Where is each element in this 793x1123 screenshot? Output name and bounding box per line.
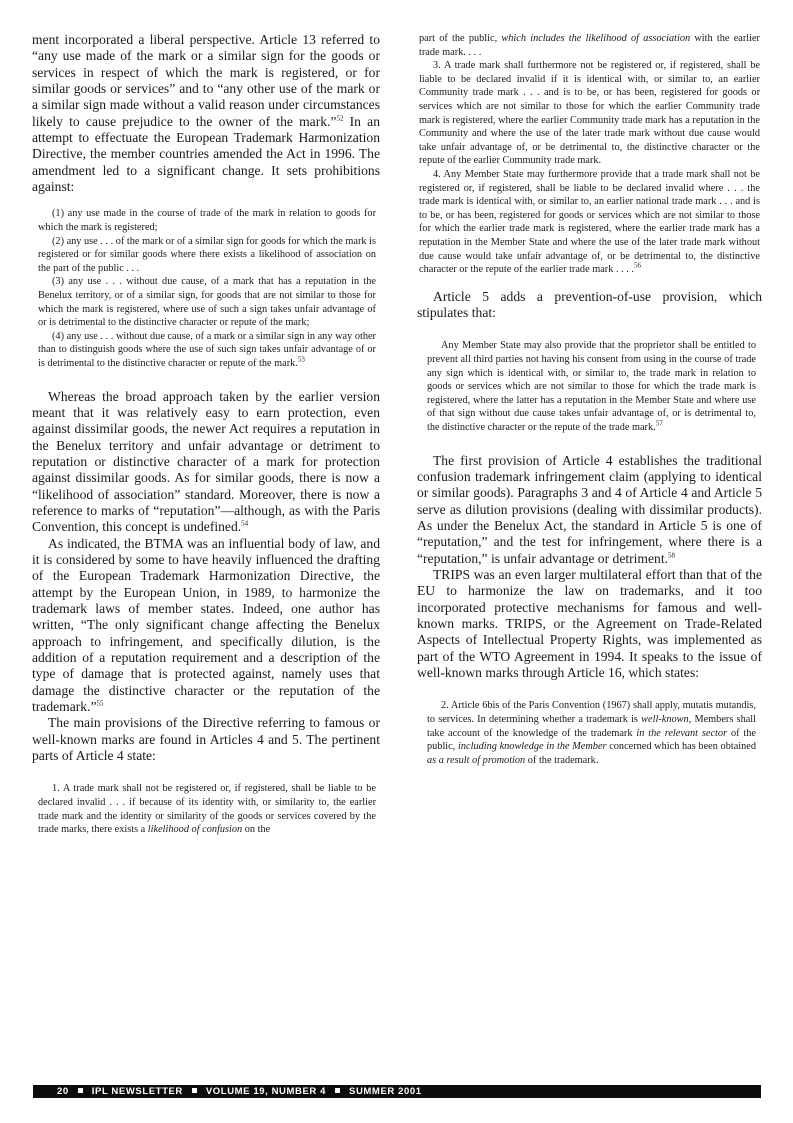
- quote-emphasis: as a result of promotion: [427, 754, 526, 766]
- page-number: 20: [57, 1086, 69, 1097]
- quote-text: of the trademark.: [525, 754, 599, 766]
- quote-text: 4. Any Member State may furthermore provide that a trade mark shall not be registered or, if registered, shall be liable to be declared invalid where . . . the trade mark is identical with, or similar to, an earlier national trade mark . . . and is to be, or has been, registered for goods or services which are not similar to those for which the earlier trade mark is registered, where the earlier trade mark has a reputation in the Member State and where the use of the later trade mark without due cause would take unfair advantage of, or be detrimental to, the distinctive character or the repute of the earlier trade mark . . . .: [419, 168, 760, 276]
- paragraph-article5: Article 5 adds a prevention-of-use provision, which stipulates that:: [417, 288, 762, 321]
- right-column: [417, 32, 762, 767]
- issue-date: SUMMER 2001: [349, 1086, 422, 1097]
- footnote-ref: 58: [668, 551, 676, 560]
- footnote-ref: 53: [297, 355, 305, 364]
- quote-item: [38, 782, 376, 836]
- paragraph-main-provisions: The main provisions of the Directive referring to famous or well-known marks are found in Articles 4 and 5. The pertinent parts of Article 4 state:: [32, 715, 380, 764]
- left-column: [32, 32, 380, 837]
- paragraph-trips: TRIPS was an even larger multilateral effort than that of the EU to harmonize the law on trademarks, and it too incorporated protective mechanisms for famous and well-known marks. TRIPS, or the Agreement on Trade-Related Aspects of Intellectual Property Rights, was implemented as part of the WTO Agreement in 1994. It speaks to the issue of well-known marks through Article 16, which states:: [417, 566, 762, 680]
- quote-text: of the public,: [427, 727, 756, 753]
- block-quote-benelux: [32, 207, 380, 370]
- quote-text: (4) any use . . . without due cause, of a mark or a similar sign in any way other than to distinguish goods where the use of such sign takes unfair advantage of or is detrimental to the distinctive character or repute of the mark.: [38, 330, 376, 369]
- block-quote-article4: [417, 32, 762, 277]
- footer-bar: [33, 1085, 761, 1098]
- quote-item: [38, 330, 376, 371]
- quote-text: 2. Article 6bis of the Paris Convention (1967) shall apply, mutatis mutandis, to services. In determining whether a trademark is: [427, 700, 756, 725]
- quote-text: , Members shall take account of the knowledge of the trademark: [427, 713, 757, 739]
- quote-emphasis: which includes the likelihood of association: [501, 33, 691, 44]
- paragraph-text: As indicated, the BTMA was an influential body of law, and it is considered by some to have heavily influenced the drafting of the European Trademark Harmonization Directive, the attempt by the European Union, in 1989, to harmonize the trademark laws of member states. Indeed, one author has written, “The only significant change affecting the Benelux approach to infringement, and specifically dilution, is the addition of a reputation requirement and a description of the type of damage that is protected against, namely uses that damage the distinctive character or the reputation of the trademark.”: [32, 535, 380, 715]
- paragraph-text: ment incorporated a liberal perspective. Article 13 referred to “any use made of the mark or a similar sign for the goods or services in respect of which the mark is registered, or for similar goods or services” and to “any other use of the mark or a similar sign made without a valid reason under circumstances likely to cause prejudice to the owner of the mark.”: [32, 32, 380, 129]
- quote-text: with the earlier trade mark. . . .: [419, 33, 760, 58]
- block-quote-article5: [417, 339, 762, 434]
- quote-item: (1) any use made in the course of trade of the mark in relation to goods for which the mark is registered;: [38, 208, 376, 234]
- quote-item: (3) any use . . . without due cause, of a mark that has a reputation in the Benelux territory, or of a similar sign, for goods that are not similar to those for which the mark is registered, where use of such a sign takes unfair advantage of or is detrimental to the distinctive character or repute of the mark;: [38, 276, 376, 329]
- paragraph-text: Whereas the broad approach taken by the earlier version meant that it was relatively easy to earn protection, even against dissimilar goods, the newer Act requires a reputation in the Benelux territory and unfair advantage or detriment to reputation or distinctive character of a mark for protection against dissimilar goods. As for similar goods, there is now a “likelihood of association” standard. Moreover, there is now a reference to marks of “reputation”—although, as with the Paris Convention, this concept is undefined.: [32, 388, 380, 535]
- paragraph-whereas: [32, 389, 380, 536]
- quote-item: [427, 699, 756, 767]
- paragraph-btma: [32, 536, 380, 716]
- separator-square-icon: [192, 1088, 197, 1093]
- quote-emphasis: well-known: [641, 713, 689, 725]
- footnote-ref: 55: [96, 699, 104, 708]
- volume-info: VOLUME 19, NUMBER 4: [205, 1086, 327, 1097]
- paragraph-first-provision: [417, 453, 762, 567]
- footnote-ref: 52: [336, 114, 344, 123]
- quote-emphasis: including knowledge in the Member: [458, 741, 607, 753]
- separator-square-icon: [78, 1088, 83, 1093]
- separator-square-icon: [335, 1088, 340, 1093]
- block-quote-trips: [417, 699, 762, 767]
- quote-text: 1. A trade mark shall not be registered or, if registered, shall be liable to be declared invalid . . . if because of its identity with, or similarity to, the earlier trade mark and the identity or similarity of the goods or services covered by the trade marks, there exists a: [38, 783, 376, 836]
- quote-item: [427, 339, 756, 434]
- quote-text: Any Member State may also provide that the proprietor shall be entitled to prevent all third parties not having his consent from using in the course of trade any sign which is identical with, or similar to, the trade mark in relation to goods or services which are not similar to those for which the trade mark is registered, where the latter has a reputation in the Member State and where use of that sign without due cause takes unfair advantage of, or is detrimental to, the distinctive character or the repute of the trade mark.: [427, 340, 756, 433]
- paragraph-intro: [32, 32, 380, 195]
- publication-name: IPL NEWSLETTER: [91, 1086, 183, 1097]
- footnote-ref: 56: [633, 261, 641, 270]
- quote-emphasis: likelihood of confusion: [147, 824, 243, 836]
- quote-text: on the: [242, 824, 271, 836]
- block-quote-article4-1: [32, 782, 380, 836]
- quote-text: part of the public,: [419, 33, 502, 44]
- quote-emphasis: in the relevant sector: [636, 727, 728, 739]
- quote-item: 3. A trade mark shall furthermore not be registered or, if registered, shall be liable to be declared invalid if it is identical with, or similar to, an earlier Community trade mark . . . and is to be, or has been, registered for goods or services which are not similar to those for which the earlier Community trade mark is registered, where the earlier Community trade mark has a reputation in the Community and where the use of the later trade mark without due cause would take unfair advantage of, or be detrimental to, the distinctive character or the repute of the earlier Community trade mark.: [419, 60, 760, 167]
- quote-continuation: [419, 32, 760, 59]
- footnote-ref: 54: [241, 519, 249, 528]
- quote-item: (2) any use . . . of the mark or of a similar sign for goods for which the mark is registered or for similar goods where there exists a likelihood of association on the part of the public . . .: [38, 235, 376, 274]
- paragraph-text: In an attempt to effectuate the European Trademark Harmonization Directive, the member countries amended the Act in 1996. The amendment led to a significant change. It sets prohibitions against:: [32, 113, 381, 195]
- quote-item: [419, 168, 760, 277]
- quote-text: concerned which has been obtained: [606, 741, 756, 753]
- footnote-ref: 57: [655, 419, 663, 428]
- paragraph-text: The first provision of Article 4 establishes the traditional confusion trademark infringement claim (applying to identical or similar goods). Paragraphs 3 and 4 of Article 4 and Article 5 serve as dilution provisions (dealing with dissimilar products). As under the Benelux Act, the standard in Article 5 is one of “reputation,” and the test for infringement, where there is a “reputation,” is unfair advantage or detriment.: [417, 452, 762, 566]
